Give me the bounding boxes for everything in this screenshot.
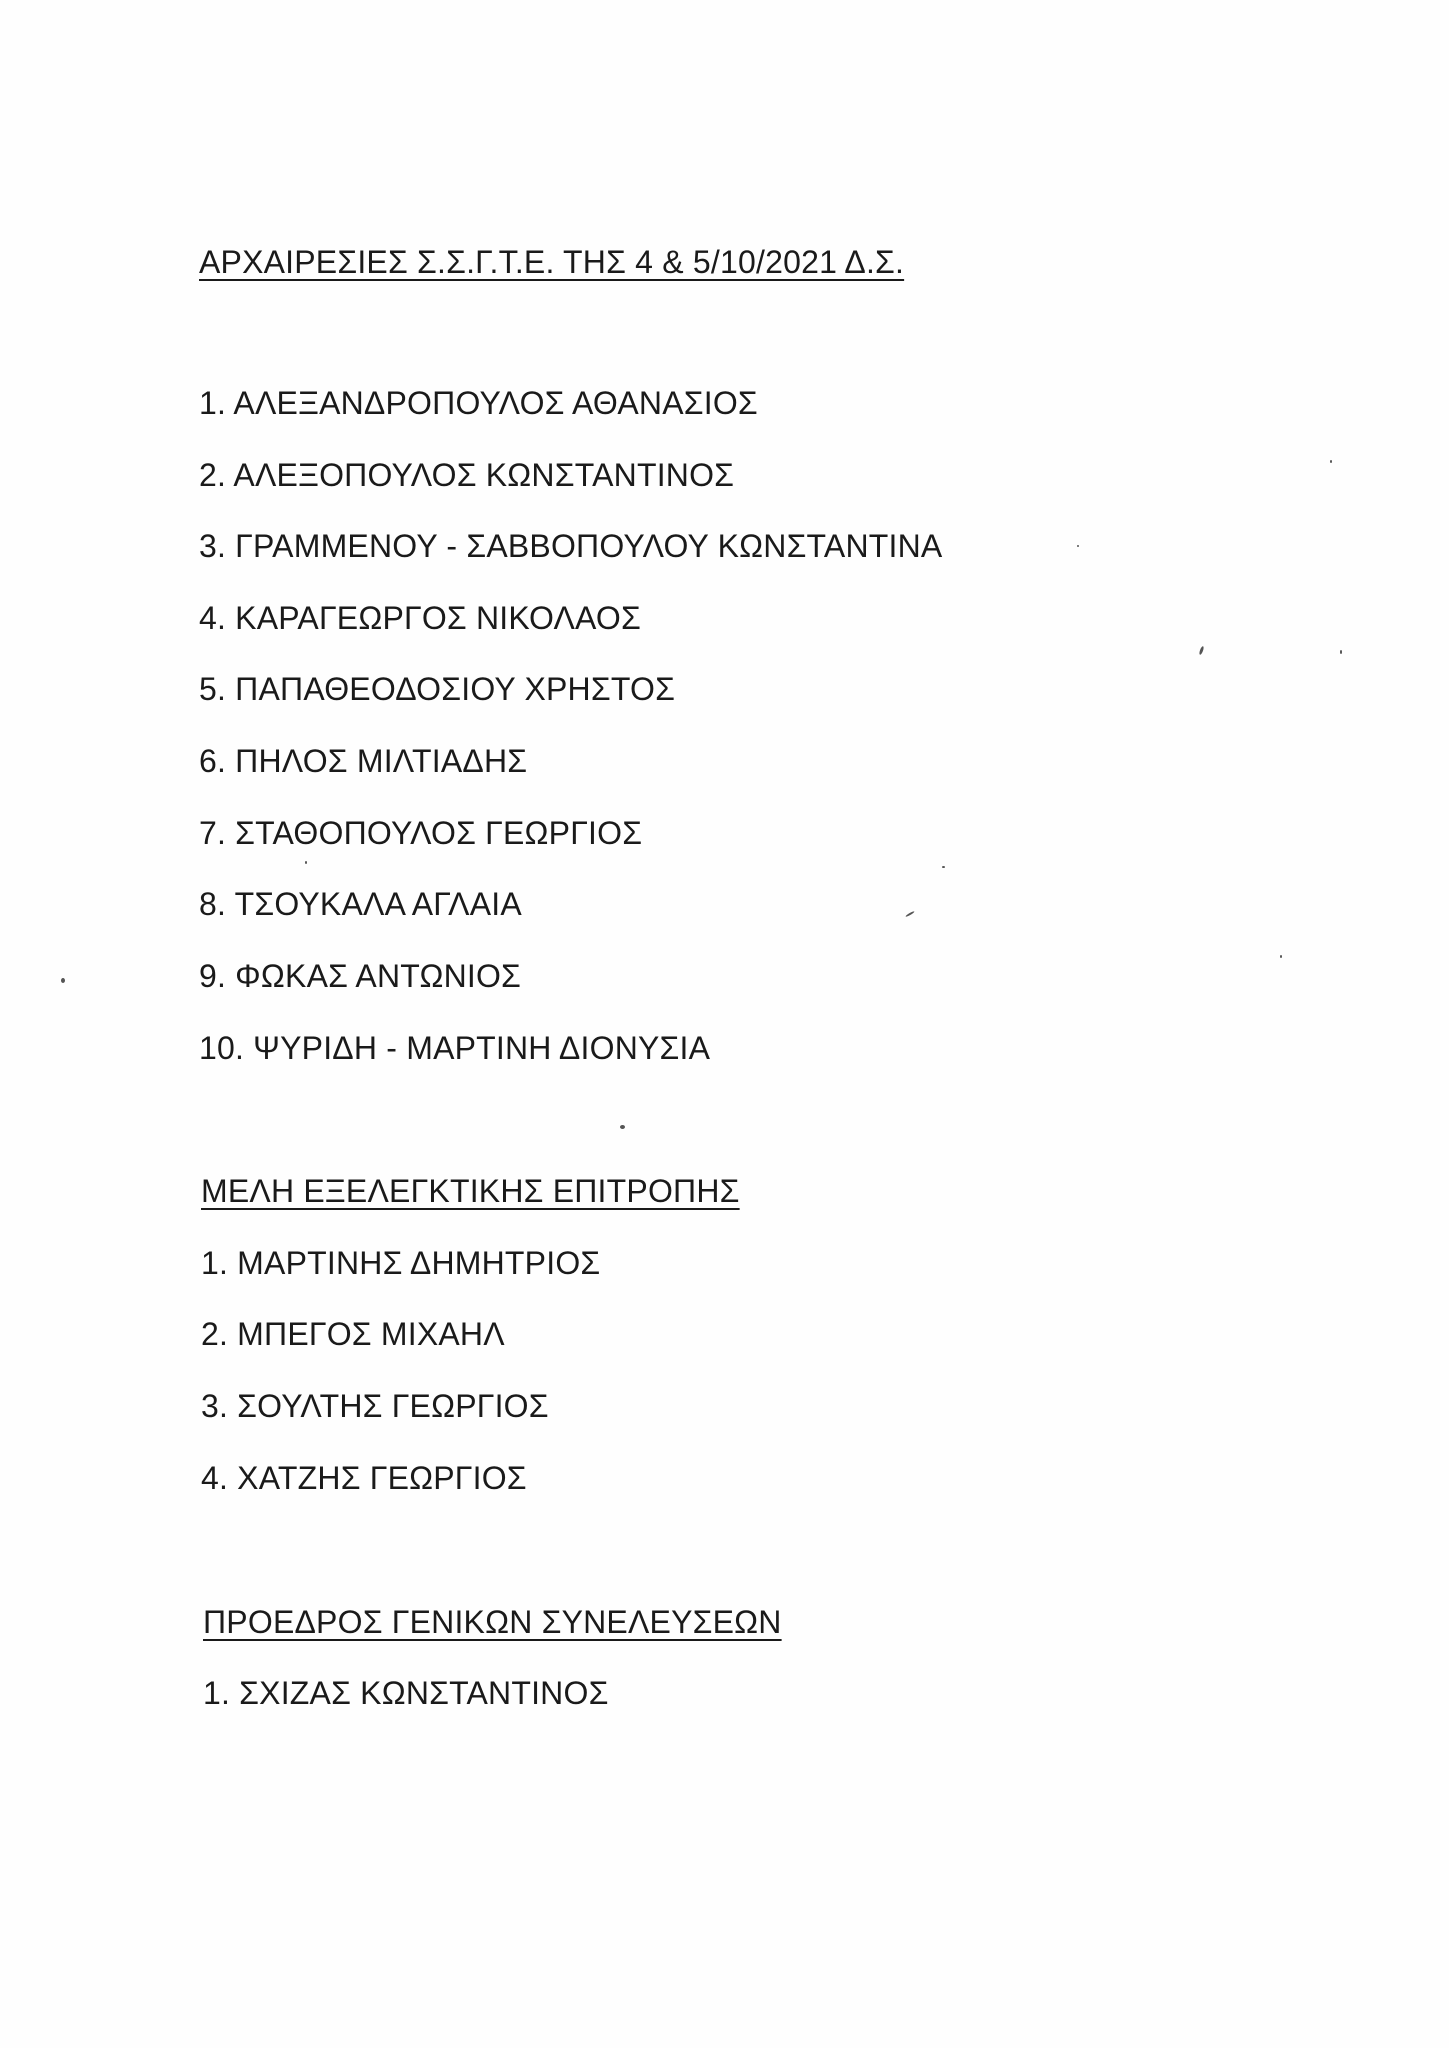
document-title: ΑΡΧΑΙΡΕΣΙΕΣ Σ.Σ.Γ.Τ.Ε. ΤΗΣ 4 & 5/10/2021 Δ.Σ. xyxy=(199,244,905,280)
board-member-item: 4. ΚΑΡΑΓΕΩΡΓΟΣ ΝΙΚΟΛΑΟΣ xyxy=(199,600,641,636)
board-member-item: 5. ΠΑΠΑΘΕΟΔΟΣΙΟΥ ΧΡΗΣΤΟΣ xyxy=(199,671,676,707)
audit-member-item: 1. ΜΑΡΤΙΝΗΣ ΔΗΜΗΤΡΙΟΣ xyxy=(201,1245,601,1281)
assembly-chair-heading: ΠΡΟΕΔΡΟΣ ΓΕΝΙΚΩΝ ΣΥΝΕΛΕΥΣΕΩΝ xyxy=(203,1604,782,1640)
scan-speck xyxy=(1340,650,1342,654)
scan-speck xyxy=(1330,460,1332,463)
scan-speck xyxy=(620,1125,625,1129)
audit-member-item: 3. ΣΟΥΛΤΗΣ ΓΕΩΡΓΙΟΣ xyxy=(201,1388,549,1424)
audit-committee-heading: ΜΕΛΗ ΕΞΕΛΕΓΚΤΙΚΗΣ ΕΠΙΤΡΟΠΗΣ xyxy=(201,1173,740,1209)
board-member-item: 6. ΠΗΛΟΣ ΜΙΛΤΙΑΔΗΣ xyxy=(199,743,528,779)
board-member-item: 3. ΓΡΑΜΜΕΝΟΥ - ΣΑΒΒΟΠΟΥΛΟΥ ΚΩΝΣΤΑΝΤΙΝΑ xyxy=(199,528,943,564)
board-member-item: 10. ΨΥΡΙΔΗ - ΜΑΡΤΙΝΗ ΔΙΟΝΥΣΙΑ xyxy=(199,1030,711,1066)
audit-member-item: 4. ΧΑΤΖΗΣ ΓΕΩΡΓΙΟΣ xyxy=(201,1460,527,1496)
board-member-item: 9. ΦΩΚΑΣ ΑΝΤΩΝΙΟΣ xyxy=(199,958,522,994)
scan-speck xyxy=(61,978,65,983)
board-member-item: 8. ΤΣΟΥΚΑΛΑ ΑΓΛΑΙΑ xyxy=(199,886,522,922)
board-member-item: 2. ΑΛΕΞΟΠΟΥΛΟΣ ΚΩΝΣΤΑΝΤΙΝΟΣ xyxy=(199,457,735,493)
assembly-chair-item: 1. ΣΧΙΖΑΣ ΚΩΝΣΤΑΝΤΙΝΟΣ xyxy=(203,1675,609,1711)
scan-speck xyxy=(942,866,945,868)
scan-speck xyxy=(1199,646,1205,655)
board-member-item: 7. ΣΤΑΘΟΠΟΥΛΟΣ ΓΕΩΡΓΙΟΣ xyxy=(199,815,643,851)
scan-speck xyxy=(1280,955,1282,958)
board-member-item: 1. ΑΛΕΞΑΝΔΡΟΠΟΥΛΟΣ ΑΘΑΝΑΣΙΟΣ xyxy=(199,385,758,421)
audit-member-item: 2. ΜΠΕΓΟΣ ΜΙΧΑΗΛ xyxy=(201,1316,505,1352)
scan-speck xyxy=(905,911,915,918)
scan-speck xyxy=(305,861,307,864)
scan-speck xyxy=(1077,545,1079,547)
